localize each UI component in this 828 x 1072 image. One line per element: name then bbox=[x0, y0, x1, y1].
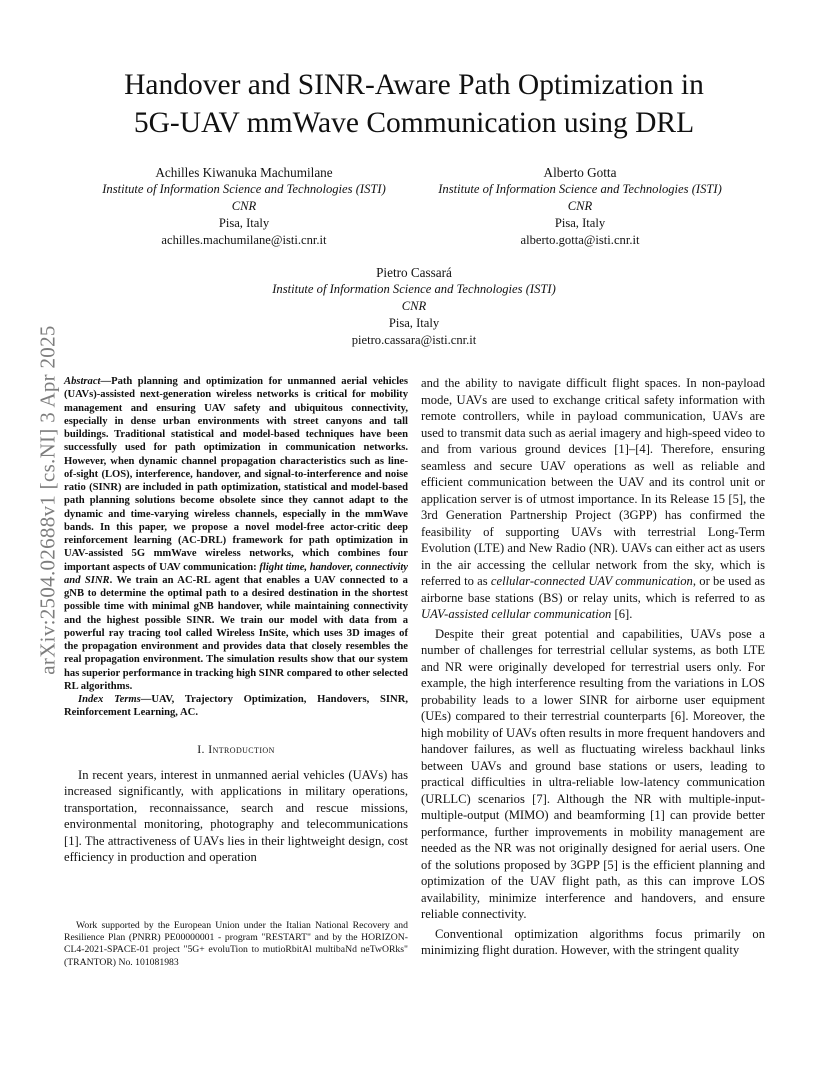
intro-paragraph-2: Despite their great potential and capabilities, UAVs pose a number of challenges for terrestrial cellular systems, as both LTE and NR were originally developed for terrestrial users only. For example, the high interference resulting from the variations in LOS probability leads to a lower SINR for airborne user equipment (UEs) compared to their terrestrial counterparts [6]. Moreover, the high mobility of UAVs often results in more frequent handovers and handover failures, as well as fluctuating wireless backhaul links between UAVs and ground base stations or users, leading to practical difficulties in ultra-reliable low-latency communication (URLLC) scenarios [7]. Although the NR with multiple-input-multiple-output (MIMO) and beamforming [1] can provide better performance, further improvements in mobility management are needed as the NR was not originally designed for aerial users. One of the solutions proposed by 3GPP [5] is the efficient planning and optimization of the UAV flight path, as this can improve LOS availability, minimize interference and handovers, and ensure reliable connectivity. bbox=[421, 626, 765, 921]
abstract-keywords: flight time, handover, connectivity and SINR bbox=[64, 561, 408, 586]
index-terms bbox=[64, 693, 408, 720]
author-city: Pisa, Italy bbox=[388, 316, 440, 330]
paper-title bbox=[60, 66, 768, 142]
author-email[interactable]: achilles.machumilane@isti.cnr.it bbox=[161, 233, 327, 247]
author-city: Pisa, Italy bbox=[218, 216, 270, 230]
funding-footnote: Work supported by the European Union under the Italian National Recovery and Resilience Plan (PNRR) PE00000001 - program "RESTART" and by the HORIZON-CL4-2021-SPACE-01 project "5G+ evoluTion to mutioRbitAl multibaNd neTwORks" (TRANTOR) No. 101081983 bbox=[64, 920, 408, 968]
author-email[interactable]: alberto.gotta@isti.cnr.it bbox=[520, 233, 640, 247]
abstract-text-a: —Path planning and optimization for unmanned aerial vehicles (UAVs)-assisted next-generation wireless networks is critical for mobility management and ensuring UAV safety and ubiquitous connectivity, especially in dense urban environments with street canyons and tall buildings. Traditional statistical and model-based techniques have been successfully used for path optimization in communication networks. However, when dynamic channel propagation characteristics such as line-of-sight (LOS), interference, handover, and signal-to-interference and noise ratio (SINR) are included in path optimization, statistical and model-based path planning solutions become obsolete since they cannot adapt to the dynamic and time-varying wireless channels, especially in the mmWave bands. In this paper, we propose a novel model-free actor-critic deep reinforcement learning (AC-DRL) framework for path optimization in UAV-assisted 5G mmWave wireless networks, which combines four important aspects of UAV communication: bbox=[64, 376, 408, 573]
section-title: Introduction bbox=[208, 741, 275, 756]
para-emphasis: cellular-connected UAV communication bbox=[490, 574, 693, 588]
para-text: and the ability to navigate difficult flight spaces. In non-payload mode, UAVs are used to exchange critical safety information with remote controllers, while in payload communication, UAVs are used to transmit data such as aerial imagery and high-speed video to and from various ground devices [1]–[4]. Therefore, ensuring seamless and secure UAV operations as well as reliable and efficient communication between the UAV and its control unit or application server is of utmost importance. In its Release 15 [5], the 3rd Generation Partnership Project (3GPP) has confirmed the feasibility of supporting UAVs with terrestrial Long-Term Evolution (LTE) and New Radio (NR). UAVs can either act as users in the air accessing the cellular network from the sky, which is referred to as bbox=[421, 376, 765, 588]
author-org: CNR bbox=[231, 199, 257, 213]
author-block-1 bbox=[74, 164, 414, 249]
index-terms-lead: Index Terms bbox=[78, 694, 141, 705]
title-line-2: 5G-UAV mmWave Communication using DRL bbox=[133, 107, 695, 139]
abstract-lead: Abstract bbox=[64, 376, 101, 387]
author-name: Alberto Gotta bbox=[543, 165, 617, 180]
para-text: , or be used as airborne base stations (BS) or relay units, which is referred to as bbox=[421, 574, 765, 605]
author-email[interactable]: pietro.cassara@isti.cnr.it bbox=[351, 333, 477, 347]
intro-paragraph-continued bbox=[421, 375, 765, 623]
author-name: Pietro Cassará bbox=[376, 265, 452, 280]
para-text: [6]. bbox=[611, 607, 633, 621]
author-city: Pisa, Italy bbox=[554, 216, 606, 230]
author-org: CNR bbox=[567, 199, 593, 213]
author-institute: Institute of Information Science and Technologies (ISTI) bbox=[102, 182, 386, 196]
abstract bbox=[64, 375, 408, 693]
author-name: Achilles Kiwanuka Machumilane bbox=[155, 165, 333, 180]
author-block-3 bbox=[244, 264, 584, 349]
abstract-text-b: . We train an AC-RL agent that enables a UAV connected to a gNB to determine the optimal path to a desired destination in the shortest possible time with minimal gNB handover, while maintaining connectivity and the highest possible SINR. We train our model with data from a powerful ray tracing tool called Wireless InSite, which uses 3D images of the propagation environment and provides data that closely resembles the real propagation environment. The simulation results show that our system has superior performance in tracking high SINR compared to other selected RL algorithms. bbox=[64, 574, 408, 692]
section-number: I. bbox=[197, 741, 209, 756]
para-emphasis: UAV-assisted cellular communication bbox=[421, 607, 612, 621]
index-terms-text: —UAV, Trajectory Optimization, Handovers, SINR, Reinforcement Learning, AC. bbox=[64, 694, 408, 719]
author-block-2 bbox=[410, 164, 750, 249]
author-institute: Institute of Information Science and Technologies (ISTI) bbox=[272, 282, 556, 296]
author-org: CNR bbox=[401, 299, 427, 313]
right-column bbox=[421, 375, 765, 959]
title-line-1: Handover and SINR-Aware Path Optimization in bbox=[124, 69, 704, 101]
left-column bbox=[64, 375, 408, 866]
section-heading-introduction bbox=[64, 742, 408, 757]
intro-paragraph-3: Conventional optimization algorithms focus primarily on minimizing flight duration. However, with the stringent quality bbox=[421, 926, 765, 957]
author-institute: Institute of Information Science and Technologies (ISTI) bbox=[438, 182, 722, 196]
arxiv-side-stamp: arXiv:2504.02688v1 [cs.NI] 3 Apr 2025 bbox=[35, 325, 60, 675]
intro-paragraph-1: In recent years, interest in unmanned aerial vehicles (UAVs) has increased significantly, with applications in military operations, transportation, reconnaissance, search and rescue missions, environmental monitoring, photography and telecommunications [1]. The attractiveness of UAVs lies in their lightweight design, cost efficiency in production and operation bbox=[64, 767, 408, 864]
